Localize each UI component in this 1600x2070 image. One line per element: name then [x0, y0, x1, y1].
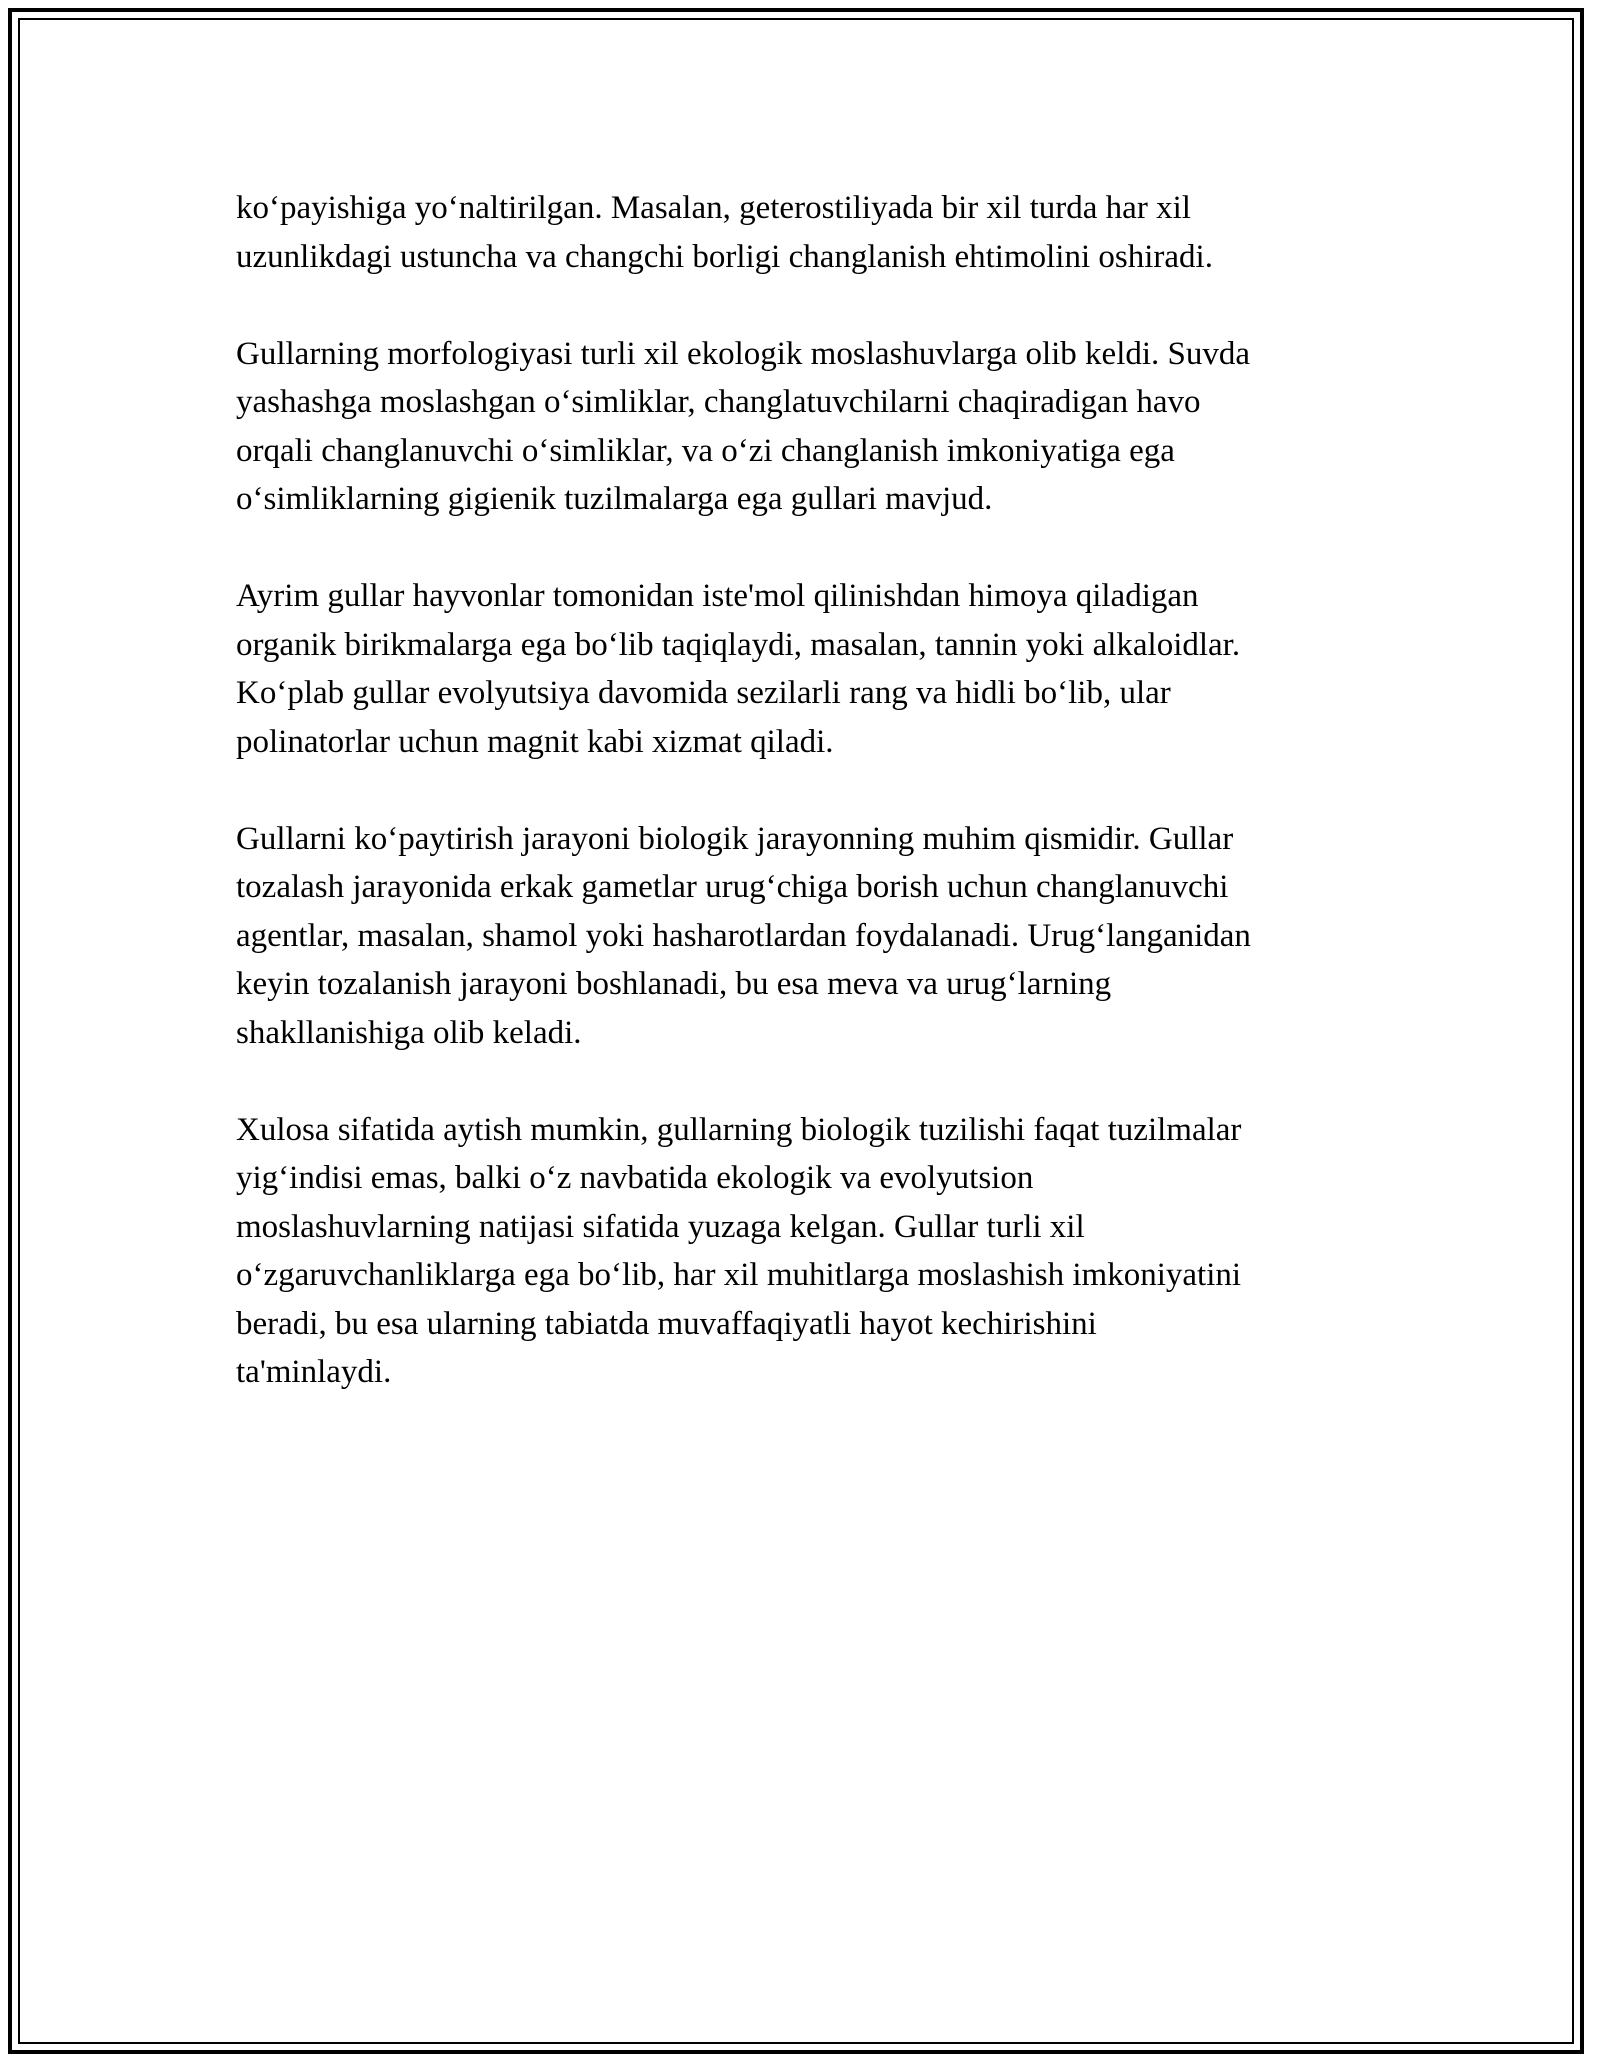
document-body: [236, 184, 1386, 1445]
paragraph-line: o‘simliklarning gigienik tuzilmalarga ega gullari mavjud.: [236, 481, 993, 517]
paragraph-line: beradi, bu esa ularning tabiatda muvaffaqiyatli hayot kechirishini: [236, 1305, 1097, 1342]
paragraph-line: orqali changlanuvchi o‘simliklar, va o‘zi changlanish imkoniyatiga ega: [236, 432, 1175, 469]
paragraph-line: yig‘indisi emas, balki o‘z navbatida ekologik va evolyutsion: [236, 1160, 1034, 1196]
paragraph-line: Ayrim gullar hayvonlar tomonidan iste'mol qilinishdan himoya qiladigan: [236, 578, 1199, 614]
paragraph-line: shakllanishiga olib keladi.: [236, 1014, 582, 1051]
paragraph-line: ko‘payishiga yo‘naltirilgan. Masalan, geterostiliyada bir xil turda har xil: [236, 190, 1191, 226]
paragraph-line: uzunlikdagi ustuncha va changchi borligi changlanish ehtimolini oshiradi.: [236, 238, 1213, 275]
paragraph-line: ta'minlaydi.: [236, 1354, 392, 1390]
paragraph-line: organik birikmalarga ega bo‘lib taqiqlaydi, masalan, tannin yoki alkaloidlar.: [236, 626, 1241, 663]
paragraph-line: moslashuvlarning natijasi sifatida yuzaga kelgan. Gullar turli xil: [236, 1208, 1085, 1245]
paragraph-line: keyin tozalanish jarayoni boshlanadi, bu esa meva va urug‘larning: [236, 966, 1112, 1002]
paragraph-line: agentlar, masalan, shamol yoki hasharotlardan foydalanadi. Urug‘langanidan: [236, 917, 1251, 954]
paragraph-line: yashashga moslashgan o‘simliklar, changlatuvchilarni chaqiradigan havo: [236, 384, 1201, 420]
paragraph-line: Gullarni ko‘paytirish jarayoni biologik jarayonning muhim qismidir. Gullar: [236, 820, 1234, 857]
paragraph-line: polinatorlar uchun magnit kabi xizmat qiladi.: [236, 723, 834, 760]
paragraph-2: [236, 330, 1386, 524]
paragraph-line: Gullarning morfologiyasi turli xil ekologik moslashuvlarga olib keldi. Suvda: [236, 335, 1251, 372]
paragraph-line: tozalash jarayonida erkak gametlar urug‘chiga borish uchun changlanuvchi: [236, 869, 1229, 905]
paragraph-line: Ko‘plab gullar evolyutsiya davomida sezilarli rang va hidli bo‘lib, ular: [236, 675, 1171, 711]
paragraph-line: o‘zgaruvchanliklarga ega bo‘lib, har xil muhitlarga moslashish imkoniyatini: [236, 1257, 1242, 1293]
paragraph-5: [236, 1106, 1386, 1397]
paragraph-3: [236, 572, 1386, 766]
paragraph-4: [236, 815, 1386, 1058]
paragraph-1: [236, 184, 1386, 281]
paragraph-line: Xulosa sifatida aytish mumkin, gullarning biologik tuzilishi faqat tuzilmalar: [236, 1111, 1242, 1148]
